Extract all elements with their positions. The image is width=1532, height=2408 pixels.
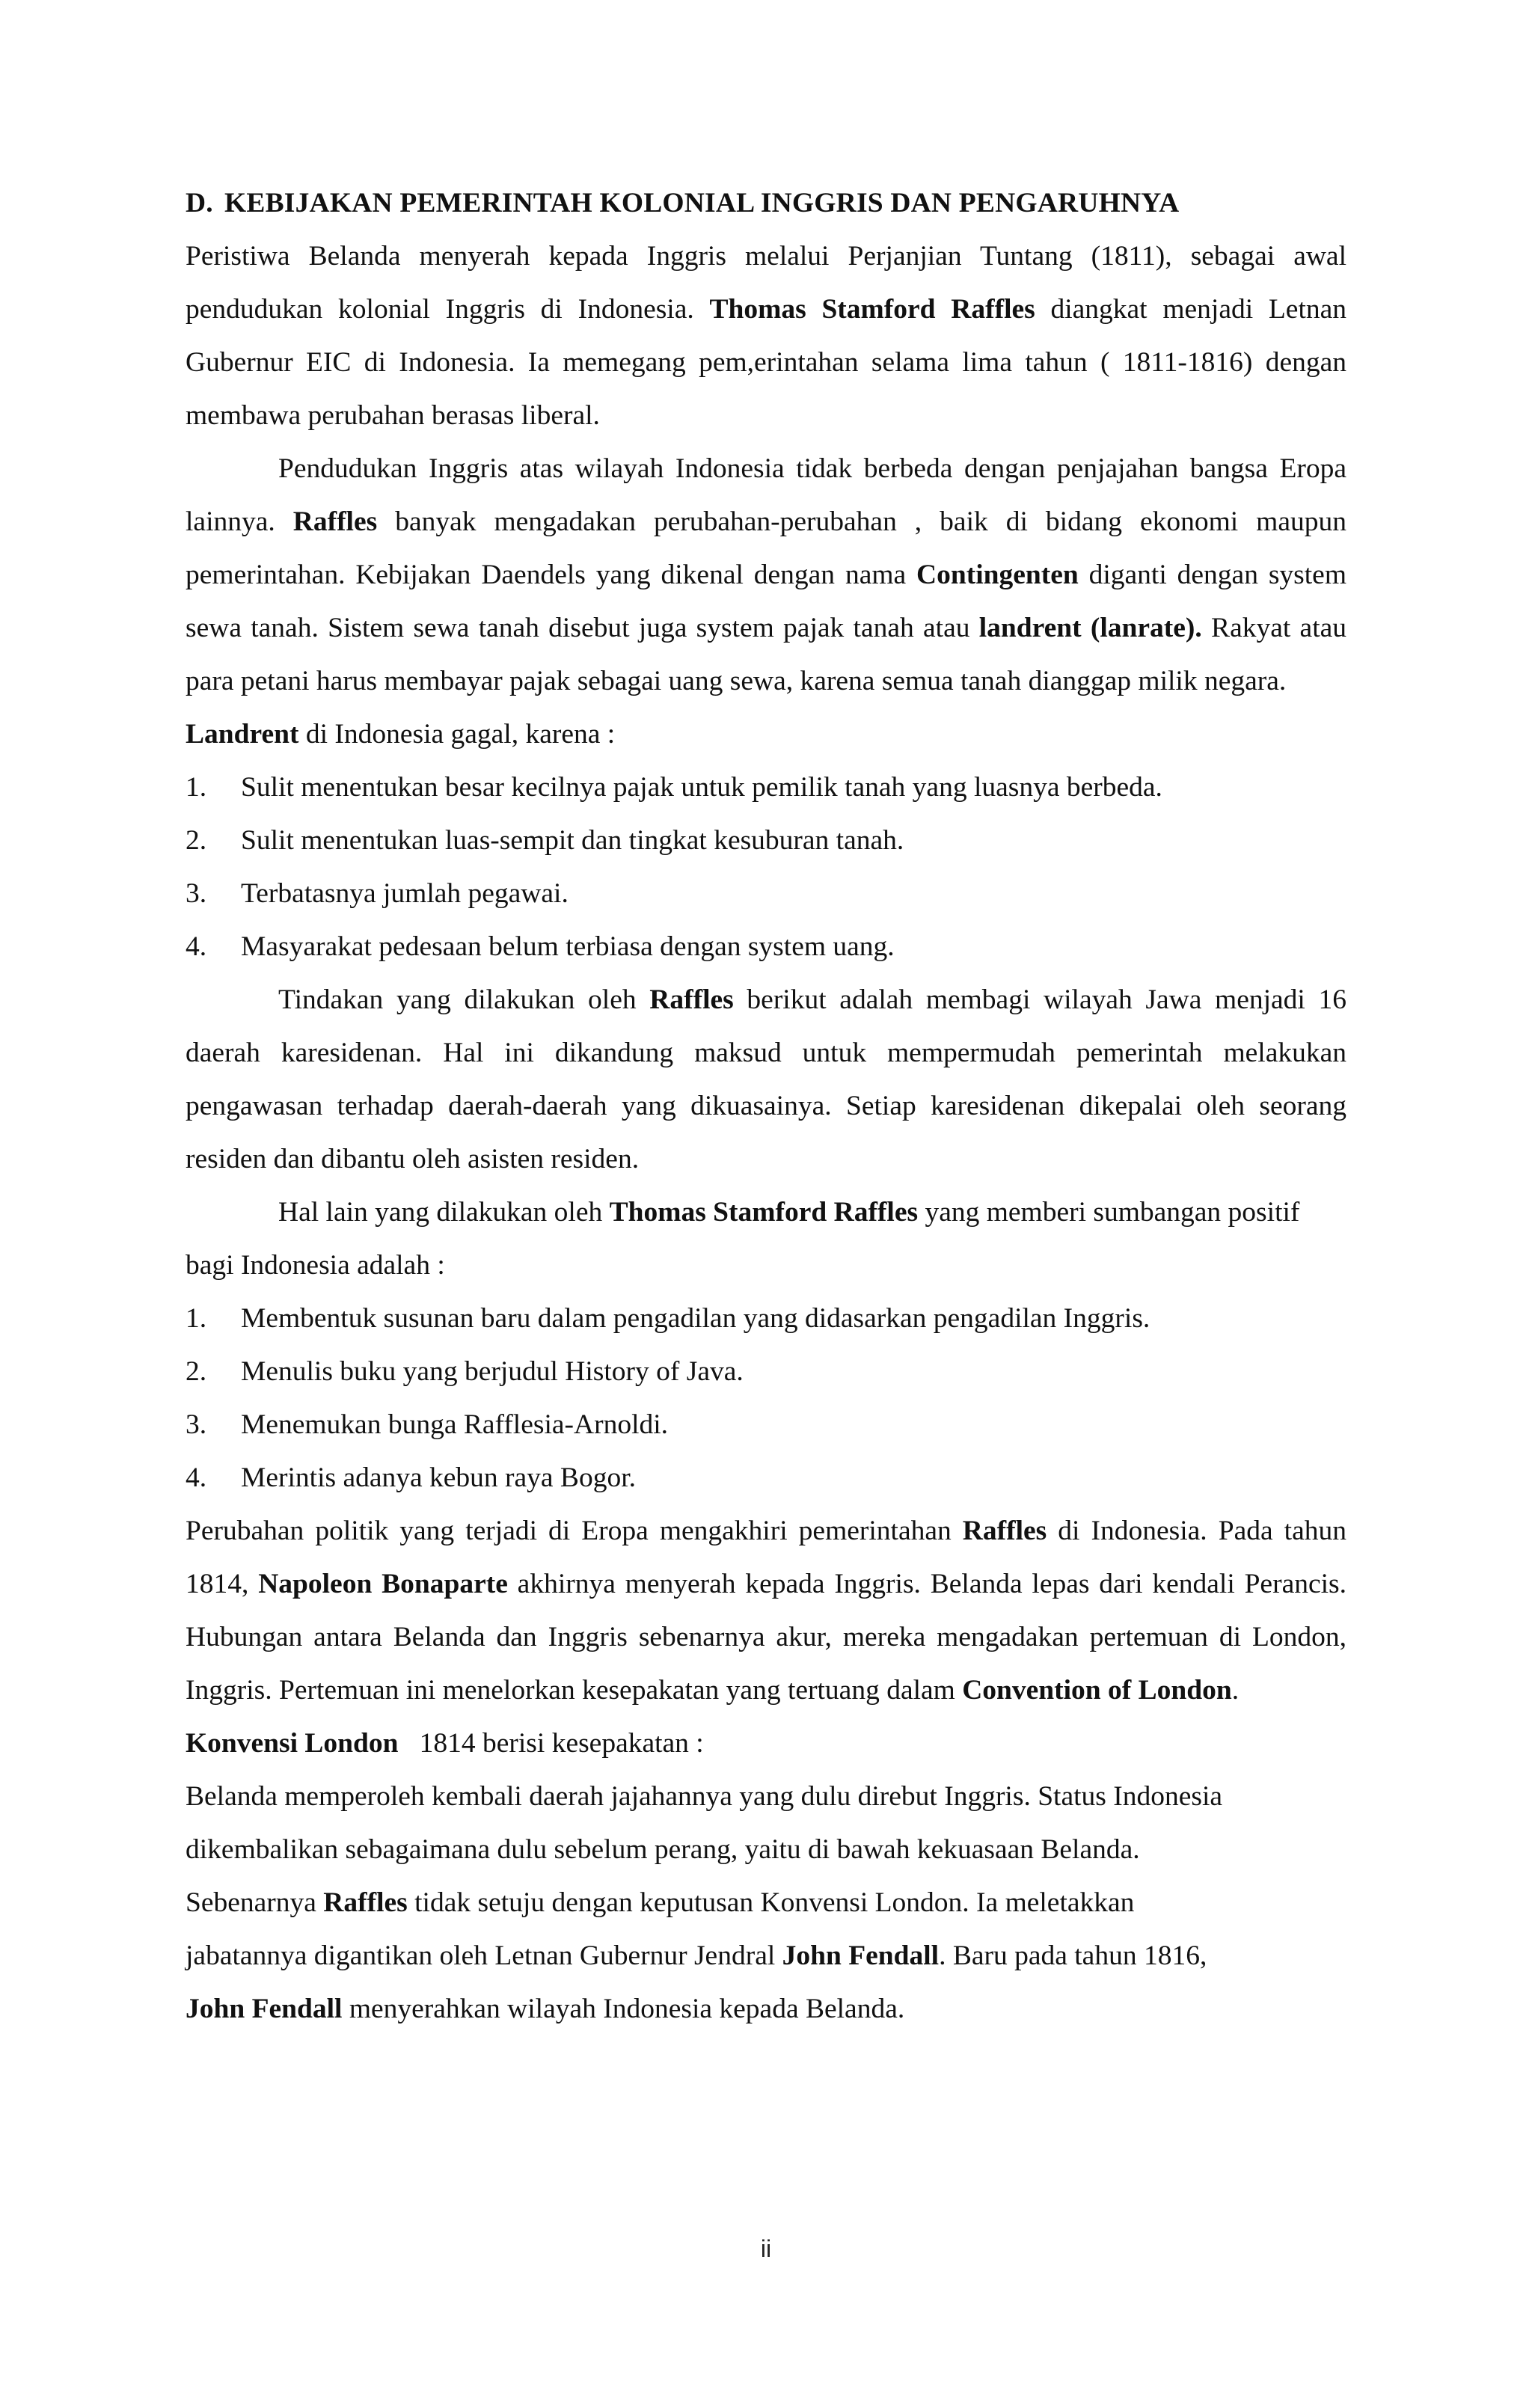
list-item — [186, 920, 1346, 973]
text-run: di Indonesia. Pada tahun 1814, — [186, 1516, 1346, 1599]
list-text: Terbatasnya jumlah pegawai. — [241, 878, 569, 909]
text-run: Pendudukan Inggris atas wilayah Indonesia tidak berbeda dengan penjajahan bangsa Eropa lainnya. — [186, 453, 1346, 537]
text-run: . Baru pada tahun 1816, — [939, 1940, 1207, 1971]
list-item — [186, 761, 1346, 814]
list-item — [186, 1398, 1346, 1451]
text-line — [186, 1929, 1346, 1982]
text-run: akhirnya menyerah kepada Inggris. Belanda lepas dari kendali Perancis. Hubungan antara Belanda dan Inggris sebenarnya akur, mereka mengadakan pertemuan di London, Inggris. Pertemuan ini menelorkan kesepakatan yang tertuang dalam — [186, 1569, 1346, 1706]
list-text: Menulis buku yang berjudul History of Java. — [241, 1356, 744, 1387]
bold-term-contingenten: Contingenten — [916, 560, 1079, 590]
bold-name-raffles: Raffles — [323, 1887, 408, 1918]
list-number: 2. — [186, 825, 207, 856]
document-body — [186, 177, 1346, 2035]
konvensi-intro — [186, 1717, 1346, 1770]
paragraph-fendall — [186, 1876, 1346, 2035]
paragraph-occupation — [186, 442, 1346, 708]
list-number: 1. — [186, 772, 207, 803]
list-text: Masyarakat pedesaan belum terbiasa dengan system uang. — [241, 931, 895, 962]
bold-name-raffles-full: Thomas Stamford Raffles — [709, 294, 1035, 325]
bold-term-lanrate: (lanrate). — [1090, 613, 1202, 643]
page-number: ii — [760, 2235, 772, 2262]
bold-name-raffles-full: Thomas Stamford Raffles — [609, 1197, 919, 1228]
text-run: Hal lain yang dilakukan oleh — [278, 1197, 610, 1228]
list-text: Merintis adanya kebun raya Bogor. — [241, 1462, 636, 1493]
text-run: Perubahan politik yang terjadi di Eropa mengakhiri pemerintahan — [186, 1516, 963, 1546]
list-item — [186, 1345, 1346, 1398]
paragraph-karesidenan — [186, 973, 1346, 1186]
list-number: 4. — [186, 1462, 207, 1493]
text-run — [1082, 613, 1091, 643]
bold-name-raffles: Raffles — [649, 984, 734, 1015]
bold-name-napoleon: Napoleon Bonaparte — [258, 1569, 508, 1599]
text-run: Sebenarnya — [186, 1887, 324, 1918]
section-title: KEBIJAKAN PEMERINTAH KOLONIAL INGGRIS DAN PENGARUHNYA — [224, 188, 1180, 218]
paragraph-politics — [186, 1504, 1346, 1717]
list-item — [186, 1292, 1346, 1345]
text-run: yang memberi sumbangan positif bagi Indonesia adalah : — [186, 1197, 1300, 1281]
text-run: Peristiwa Belanda menyerah kepada Inggris melalui Perjanjian Tuntang (1811), sebagai awal pendudukan kolonial Inggris di Indonesia. — [186, 241, 1346, 325]
list-item — [186, 1451, 1346, 1504]
bold-term-landrent: Landrent — [186, 719, 299, 750]
text-run: tidak setuju dengan keputusan Konvensi London. Ia meletakkan — [407, 1887, 1135, 1918]
text-run: diganti dengan system sewa tanah. Sistem sewa tanah disebut juga system pajak tanah atau — [186, 560, 1346, 643]
section-letter: D. — [186, 188, 213, 218]
list-text: Menemukan bunga Rafflesia-Arnoldi. — [241, 1409, 669, 1440]
list-number: 3. — [186, 1409, 207, 1440]
list-text: Sulit menentukan besar kecilnya pajak untuk pemilik tanah yang luasnya berbeda. — [241, 772, 1162, 803]
list-text: Membentuk susunan baru dalam pengadilan yang didasarkan pengadilan Inggris. — [241, 1303, 1150, 1334]
text-run: banyak mengadakan perubahan-perubahan , baik di bidang ekonomi maupun pemerintahan. Kebijakan Daendels yang dikenal dengan nama — [186, 506, 1346, 590]
text-run: diangkat menjadi Letnan Gubernur EIC di Indonesia. Ia memegang pem,erintahan selama lima tahun ( 1811-1816) dengan membawa perubahan berasas liberal. — [186, 294, 1347, 431]
text-run: . — [1231, 1675, 1240, 1706]
paragraph-agreement — [186, 1770, 1346, 1876]
text-run: berikut adalah membagi wilayah Jawa menjadi 16 daerah karesidenan. Hal ini dikandung maksud untuk mempermudah pemerintah melakukan pengawasan terhadap daerah-daerah yang dikuasainya. Setiap karesidenan dikepalai oleh seorang residen dan dibantu oleh asisten residen. — [186, 984, 1346, 1174]
bold-term-landrent: landrent — [978, 613, 1082, 643]
paragraph-intro — [186, 230, 1346, 442]
bold-name-raffles: Raffles — [292, 506, 378, 537]
text-line: Belanda memperoleh kembali daerah jajahannya yang dulu direbut Inggris. Status Indonesia — [186, 1781, 1223, 1812]
bold-term-convention: Convention of London — [962, 1675, 1232, 1706]
list-number: 1. — [186, 1303, 207, 1334]
bold-name-fendall: John Fendall — [782, 1940, 940, 1971]
list-item — [186, 814, 1346, 867]
paragraph-contributions — [186, 1186, 1346, 1292]
bold-term-konvensi: Konvensi London — [186, 1728, 399, 1759]
list-item — [186, 867, 1346, 920]
list-number: 2. — [186, 1356, 207, 1387]
text-run: 1814 berisi kesepakatan : — [398, 1728, 704, 1759]
text-line — [186, 1982, 1346, 2035]
bold-name-raffles: Raffles — [962, 1516, 1047, 1546]
text-run: di Indonesia gagal, karena : — [298, 719, 616, 750]
section-heading — [186, 177, 1346, 230]
text-run: jabatannya digantikan oleh Letnan Gubernur Jendral — [186, 1940, 782, 1971]
text-line — [186, 1876, 1346, 1929]
text-run: Tindakan yang dilakukan oleh — [278, 984, 650, 1015]
contributions-list — [186, 1292, 1346, 1504]
text-run: menyerahkan wilayah Indonesia kepada Belanda. — [342, 1994, 905, 2024]
text-run: Rakyat atau para petani harus membayar pajak sebagai uang sewa, karena semua tanah dianggap milik negara. — [186, 613, 1347, 696]
bold-name-fendall: John Fendall — [186, 1994, 343, 2024]
list-number: 4. — [186, 931, 207, 962]
list-number: 3. — [186, 878, 207, 909]
landrent-intro — [186, 708, 1346, 761]
text-line: dikembalikan sebagaimana dulu sebelum perang, yaitu di bawah kekuasaan Belanda. — [186, 1834, 1140, 1865]
landrent-failure-list — [186, 761, 1346, 973]
list-text: Sulit menentukan luas-sempit dan tingkat kesuburan tanah. — [241, 825, 904, 856]
